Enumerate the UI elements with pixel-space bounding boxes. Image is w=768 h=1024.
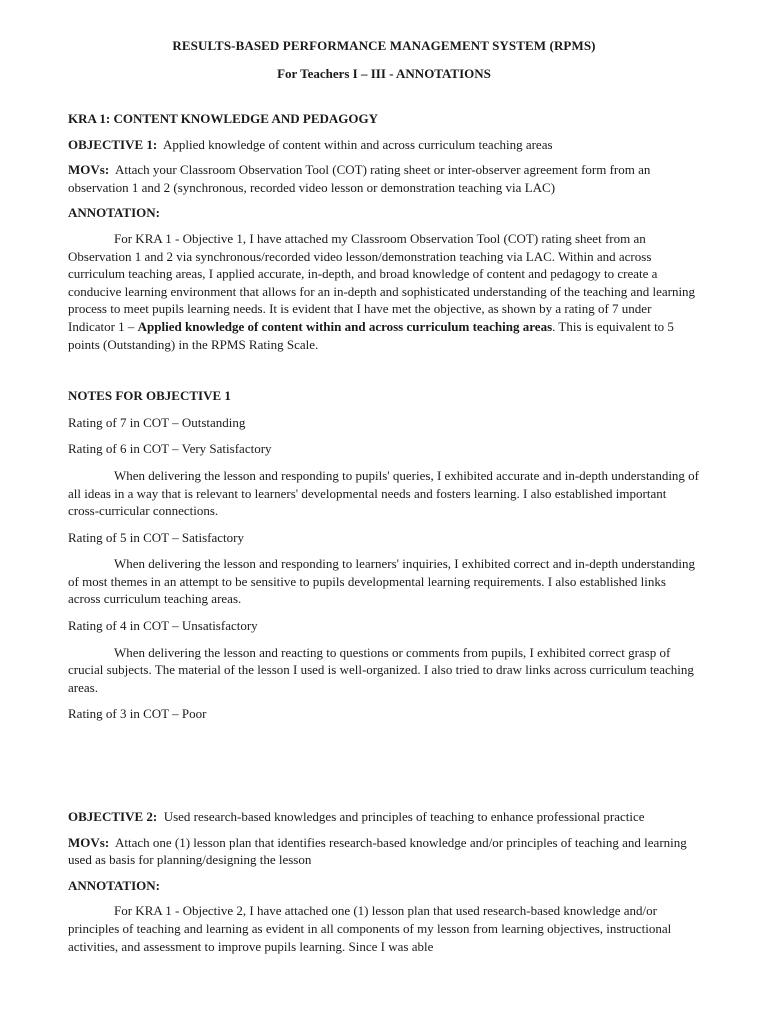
objective2-line <box>68 808 700 826</box>
objective2-label: OBJECTIVE 2: <box>68 809 158 825</box>
objective1-annotation-part1: For KRA 1 - Objective 1, I have attached my Classroom Observation Tool (COT) rating sheet from an Observation 1 and 2 via synchronous/recorded video lesson/demonstration teaching via LAC. Within and across curriculum teaching areas, I applied accurate, in-depth, and broad knowledge of content and pedagogy to create a conducive learning environment that allows for an in-depth and sophisticated understanding of the teaching and learning process to meet pupils learning needs. It is evident that I have met the objective, as shown by a rating of 7 under Indicator 1 – <box>68 230 696 334</box>
objective1-annotation-label: ANNOTATION: <box>68 205 160 221</box>
objective2-movs <box>68 834 700 869</box>
document-page <box>68 37 700 955</box>
objective1-movs <box>68 161 700 196</box>
rating-6: Rating of 6 in COT – Very Satisfactory <box>68 441 272 457</box>
rating-3: Rating of 3 in COT – Poor <box>68 706 207 722</box>
objective1-annotation-part2: . This is equivalent to 5 points (Outstanding) in the RPMS Rating Scale. <box>68 318 674 352</box>
objective2-movs-label: MOVs: <box>68 834 110 850</box>
objective2-text: Used research-based knowledges and principles of teaching to enhance professional practice <box>163 809 645 825</box>
notes1-heading: NOTES FOR OBJECTIVE 1 <box>68 388 231 404</box>
objective1-movs-label: MOVs: <box>68 162 110 178</box>
objective1-annotation-body <box>68 230 700 353</box>
objective2-annotation-body: For KRA 1 - Objective 2, I have attached one (1) lesson plan that used research-based knowledge and/or principles of teaching and learning as evident in all components of my lesson from learning objectives, instructional activities, and assessment to improve pupils learning. Since I was able <box>68 903 672 954</box>
rating-7: Rating of 7 in COT – Outstanding <box>68 414 246 430</box>
document-subtitle: For Teachers I – III - ANNOTATIONS <box>277 66 491 81</box>
objective1-movs-text: Attach your Classroom Observation Tool (COT) rating sheet or inter-observer agreement form from an observation 1 and 2 (synchronous, recorded video lesson or demonstration teaching via LAC) <box>68 162 651 195</box>
objective1-line <box>68 136 700 154</box>
objective1-text: Applied knowledge of content within and across curriculum teaching areas <box>163 136 553 152</box>
objective1-annotation-bold: Applied knowledge of content within and across curriculum teaching areas <box>137 318 553 334</box>
objective1-label: OBJECTIVE 1: <box>68 136 158 152</box>
objective2-movs-text: Attach one (1) lesson plan that identifies research-based knowledge and/or principles of teaching and learning used as basis for planning/designing the lesson <box>68 834 687 868</box>
rating-4-text: When delivering the lesson and reacting to questions or comments from pupils, I exhibited correct grasp of crucial subjects. The material of the lesson I used is well-organized. I also tried to draw links across curriculum teaching areas. <box>68 644 694 695</box>
document-title: RESULTS-BASED PERFORMANCE MANAGEMENT SYSTEM (RPMS) <box>172 38 596 53</box>
rating-4: Rating of 4 in COT – Unsatisfactory <box>68 618 258 634</box>
rating-5-text: When delivering the lesson and responding to learners' inquiries, I exhibited correct and in-depth understanding of most themes in an attempt to be sensitive to pupils developmental learning requirements. I also established links across curriculum teaching areas. <box>68 556 696 607</box>
objective2-annotation-label: ANNOTATION: <box>68 877 160 893</box>
rating-6-text: When delivering the lesson and responding to pupils' queries, I exhibited accurate and in-depth understanding of all ideas in a way that is relevant to learners' developmental needs and fosters learning. I also established important cross-curricular connections. <box>68 467 700 519</box>
rating-5: Rating of 5 in COT – Satisfactory <box>68 529 244 545</box>
kra1-heading: KRA 1: CONTENT KNOWLEDGE AND PEDAGOGY <box>68 111 378 126</box>
